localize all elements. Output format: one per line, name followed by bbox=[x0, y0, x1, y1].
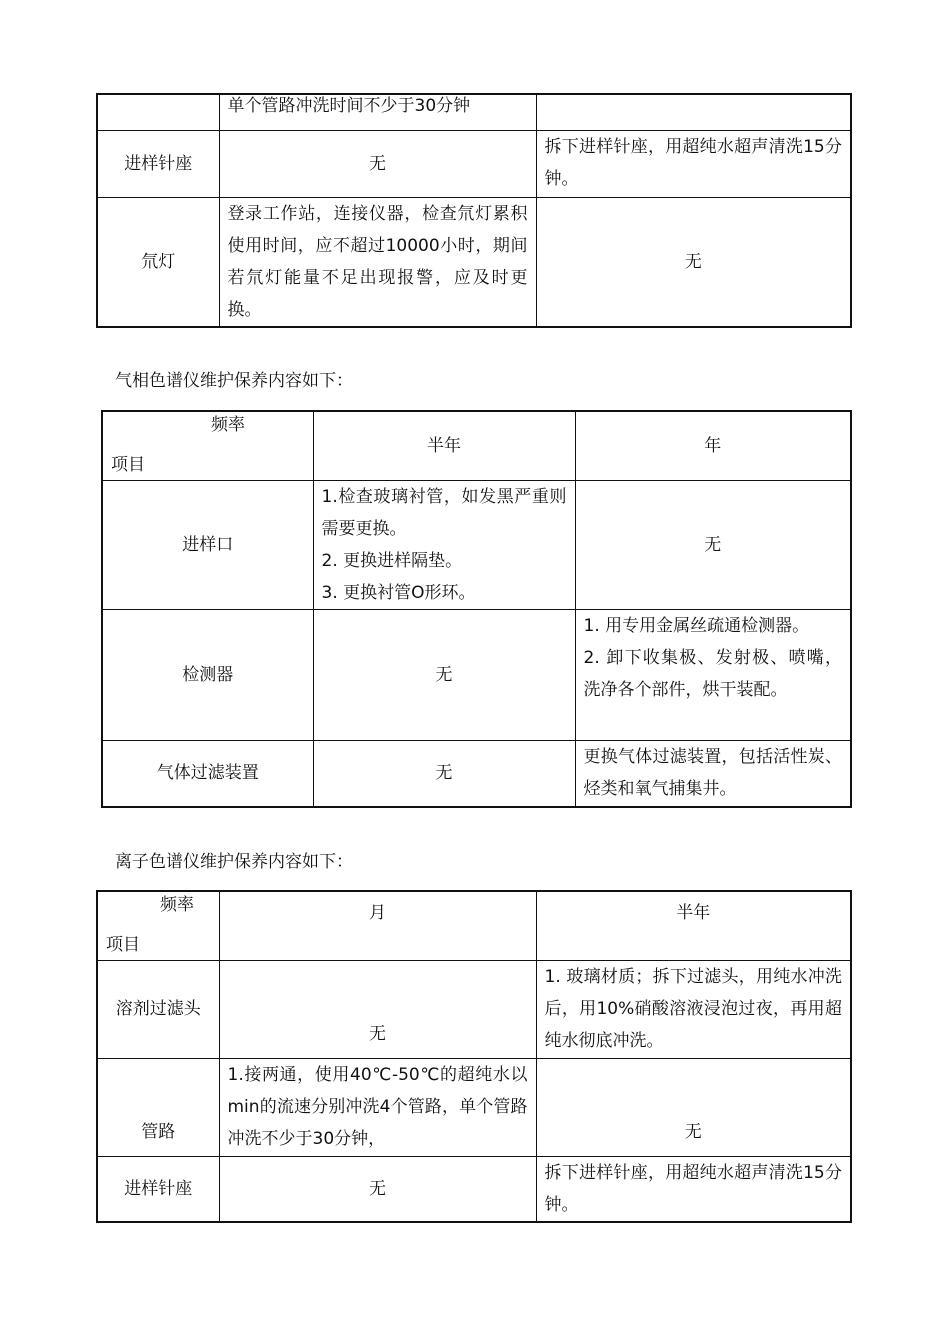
table-row bbox=[97, 94, 851, 130]
item-cell: 气体过滤装置 bbox=[102, 740, 313, 807]
header-cell: 年 bbox=[575, 411, 851, 480]
header-cell-diagonal bbox=[102, 411, 313, 480]
item-cell: 进样口 bbox=[102, 480, 313, 609]
table-row bbox=[102, 480, 851, 609]
header-cell: 月 bbox=[219, 891, 536, 960]
content-cell: 无 bbox=[536, 1058, 851, 1156]
content-cell: 无 bbox=[219, 1156, 536, 1222]
list-item: 1. 用专用金属丝疏通检测器。 bbox=[583, 615, 810, 636]
content-cell: 拆下进样针座，用超纯水超声清洗15分钟。 bbox=[536, 1156, 851, 1222]
table-row bbox=[97, 1156, 851, 1222]
gc-maintenance-table bbox=[101, 410, 852, 808]
item-cell: 溶剂过滤头 bbox=[97, 960, 219, 1058]
content-cell bbox=[536, 94, 851, 130]
item-cell: 检测器 bbox=[102, 609, 313, 740]
content-cell: 无 bbox=[219, 130, 536, 197]
list-item: 3. 更换衬管O形环。 bbox=[321, 582, 476, 603]
table-row bbox=[97, 1058, 851, 1156]
header-frequency: 频率 bbox=[211, 415, 245, 435]
content-cell bbox=[575, 609, 851, 740]
header-cell: 半年 bbox=[313, 411, 575, 480]
hplc-maintenance-table-continued bbox=[96, 93, 852, 328]
content-cell: 1. 玻璃材质；拆下过滤头，用纯水冲洗后，用10%硝酸溶液浸泡过夜，再用超纯水彻底冲洗。 bbox=[536, 960, 851, 1058]
header-cell: 半年 bbox=[536, 891, 851, 960]
table-row bbox=[102, 740, 851, 807]
list-item: 2. 卸下收集极、发射极、喷嘴，洗净各个部件，烘干装配。 bbox=[583, 647, 842, 700]
content-cell: 无 bbox=[313, 609, 575, 740]
content-cell: 无 bbox=[575, 480, 851, 609]
ic-section-heading: 离子色谱仪维护保养内容如下： bbox=[115, 852, 353, 872]
header-cell-diagonal bbox=[97, 891, 219, 960]
content-cell: 更换气体过滤装置，包括活性炭、烃类和氧气捕集井。 bbox=[575, 740, 851, 807]
item-cell: 管路 bbox=[97, 1058, 219, 1156]
content-cell bbox=[313, 480, 575, 609]
item-cell bbox=[97, 94, 219, 130]
header-item: 项目 bbox=[111, 454, 145, 475]
item-cell: 进样针座 bbox=[97, 130, 219, 197]
content-cell: 无 bbox=[313, 740, 575, 807]
table-row bbox=[102, 609, 851, 740]
content-cell: 无 bbox=[219, 960, 536, 1058]
header-frequency: 频率 bbox=[160, 895, 194, 915]
table-row bbox=[97, 130, 851, 197]
content-cell: 单个管路冲洗时间不少于30分钟 bbox=[219, 94, 536, 130]
content-cell: 拆下进样针座，用超纯水超声清洗15分钟。 bbox=[536, 130, 851, 197]
list-item: 1.检查玻璃衬管，如发黑严重则需要更换。 bbox=[321, 486, 567, 539]
table-row bbox=[97, 960, 851, 1058]
table-row bbox=[97, 197, 851, 327]
item-cell: 进样针座 bbox=[97, 1156, 219, 1222]
gc-section-heading: 气相色谱仪维护保养内容如下： bbox=[115, 371, 353, 391]
header-item: 项目 bbox=[106, 934, 140, 955]
list-item: 2. 更换进样隔垫。 bbox=[321, 550, 463, 571]
content-cell: 1.接两通，使用40℃-50℃的超纯水以min的流速分别冲洗4个管路，单个管路冲洗不少于30分钟， bbox=[219, 1058, 536, 1156]
content-cell: 登录工作站，连接仪器，检查氘灯累积使用时间，应不超过10000小时，期间若氘灯能量不足出现报警，应及时更换。 bbox=[219, 197, 536, 327]
content-cell: 无 bbox=[536, 197, 851, 327]
table-header-row bbox=[102, 411, 851, 480]
ic-maintenance-table bbox=[96, 890, 852, 1223]
table-header-row bbox=[97, 891, 851, 960]
item-cell: 氘灯 bbox=[97, 197, 219, 327]
